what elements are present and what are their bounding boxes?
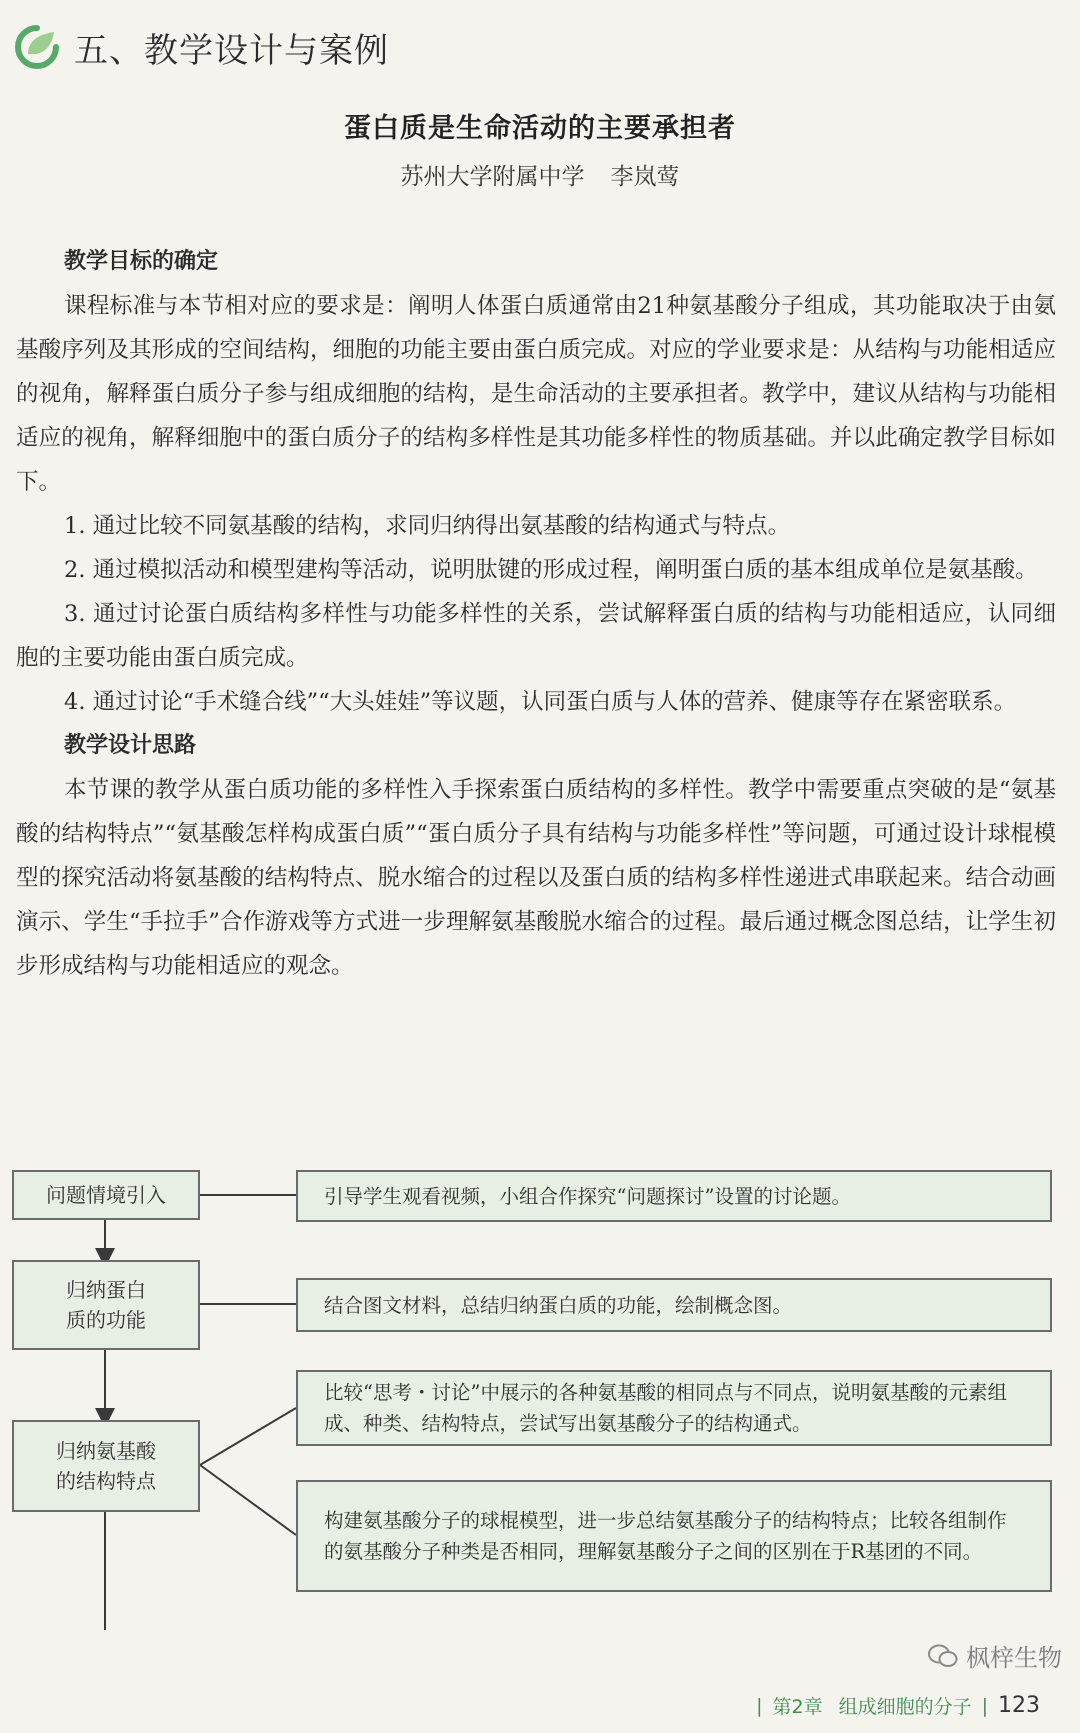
footer-separator-icon: | <box>981 1694 988 1717</box>
flow-desc-ball-stick-model: 构建氨基酸分子的球棍模型，进一步总结氨基酸分子的结构特点；比较各组制作的氨基酸分子种类是否相同，理解氨基酸分子之间的区别在于R基团的不同。 <box>296 1480 1052 1592</box>
objective-item-4: 4. 通过讨论“手术缝合线”“大头娃娃”等议题，认同蛋白质与人体的营养、健康等存在紧密联系。 <box>64 689 1017 715</box>
flow-desc-video: 引导学生观看视频，小组合作探究“问题探讨”设置的讨论题。 <box>296 1170 1052 1222</box>
objectives-heading: 教学目标的确定 <box>64 249 219 274</box>
page-footer <box>746 1692 1040 1719</box>
flow-step-intro: 问题情境引入 <box>12 1170 200 1220</box>
author-line <box>0 158 1080 191</box>
flow-step-protein-function: 归纳蛋白质的功能 <box>12 1260 200 1350</box>
main-content <box>16 240 1056 988</box>
design-heading: 教学设计思路 <box>64 733 197 758</box>
connector-step3-desc4 <box>200 1465 296 1535</box>
footer-chapter-name: 组成细胞的分子 <box>838 1696 972 1718</box>
objective-item-3: 3. 通过讨论蛋白质结构多样性与功能多样性的关系，尝试解释蛋白质的结构与功能相适应，认同细胞的主要功能由蛋白质完成。 <box>16 601 1056 671</box>
author-name: 李岚莺 <box>610 164 680 190</box>
flow-desc-compare-amino-acids: 比较“思考・讨论”中展示的各种氨基酸的相同点与不同点，说明氨基酸的元素组成、种类、结构特点，尝试写出氨基酸分子的结构通式。 <box>296 1370 1052 1446</box>
leaf-logo-icon <box>14 24 60 70</box>
flow-step-amino-acid-structure: 归纳氨基酸的结构特点 <box>12 1420 200 1512</box>
design-body: 本节课的教学从蛋白质功能的多样性入手探索蛋白质结构的多样性。教学中需要重点突破的是“氨基酸的结构特点”“氨基酸怎样构成蛋白质”“蛋白质分子具有结构与功能多样性”等问题，可通过设计球棍模型的探究活动将氨基酸的结构特点、脱水缩合的过程以及蛋白质的结构多样性递进式串联起来。结合动画演示、学生“手拉手”合作游戏等方式进一步理解氨基酸脱水缩合的过程。最后通过概念图总结，让学生初步形成结构与功能相适应的观念。 <box>16 777 1056 979</box>
page-number: 123 <box>998 1693 1040 1718</box>
connector-step3-desc3 <box>200 1408 296 1465</box>
flow-desc-concept-map: 结合图文材料，总结归纳蛋白质的功能，绘制概念图。 <box>296 1278 1052 1332</box>
objective-item-2: 2. 通过模拟活动和模型建构等活动，说明肽键的形成过程，阐明蛋白质的基本组成单位是氨基酸。 <box>64 557 1038 583</box>
footer-separator-icon: | <box>756 1694 763 1717</box>
objectives-intro: 课程标准与本节相对应的要求是：阐明人体蛋白质通常由21种氨基酸分子组成，其功能取决于由氨基酸序列及其形成的空间结构，细胞的功能主要由蛋白质完成。对应的学业要求是：从结构与功能相适应的视角，解释蛋白质分子参与组成细胞的结构，是生命活动的主要承担者。教学中，建议从结构与功能相适应的视角，解释细胞中的蛋白质分子的结构多样性是其功能多样性的物质基础。并以此确定教学目标如下。 <box>16 293 1056 495</box>
teaching-flowchart <box>0 1160 1080 1630</box>
section-title: 五、教学设计与案例 <box>74 30 389 71</box>
watermark <box>928 1638 1062 1673</box>
footer-chapter: 第2章 <box>772 1696 823 1718</box>
author-school: 苏州大学附属中学 <box>400 164 585 190</box>
article-title: 蛋白质是生命活动的主要承担者 <box>344 113 736 144</box>
wechat-icon <box>928 1643 958 1669</box>
objective-item-1: 1. 通过比较不同氨基酸的结构，求同归纳得出氨基酸的结构通式与特点。 <box>64 513 791 539</box>
section-header <box>14 20 389 74</box>
watermark-text: 枫梓生物 <box>966 1644 1062 1672</box>
